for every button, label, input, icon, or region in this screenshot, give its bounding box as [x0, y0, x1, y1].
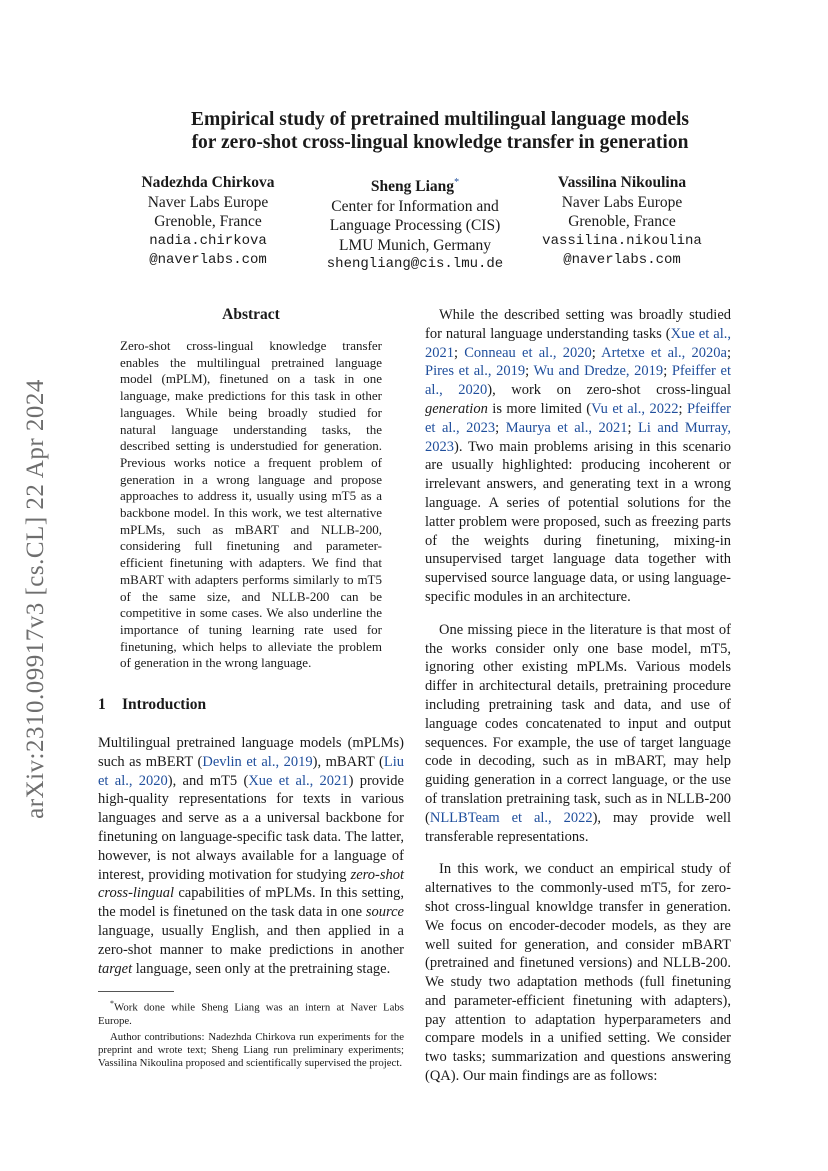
author-affiliation: Naver Labs Europe	[561, 193, 683, 211]
author-affiliation: Center for Information and	[331, 197, 499, 215]
emphasis: source	[365, 904, 404, 921]
section-heading	[98, 696, 404, 714]
citation-link[interactable]: Pires et al., 2019	[425, 363, 526, 380]
right-column	[425, 306, 731, 1086]
arxiv-stamp	[14, 348, 58, 850]
body-paragraph: In this work, we conduct an empirical study of alternatives to the commonly-used mT5, for zero-shot cross-lingual knowldge transfer in generation. We focus on encoder-decoder models, as they are well suited for generation, and consider mBART (pretrained and finetuned versions) and NLLB-200. We study two adaptation methods (full finetuning and parameter-efficient finetuning with adapters), pay attention to adaptation hyperparameters and compare models in a unified setting. We consider two tasks; summarization and questions answering (QA). Our main findings are as follows:	[425, 861, 731, 1085]
citation-link[interactable]: Li and Murray, 2023	[425, 419, 731, 455]
author-block-1	[118, 173, 298, 271]
citation-link[interactable]: Artetxe et al., 2020a	[601, 344, 727, 361]
body-paragraph	[425, 621, 731, 847]
author-affiliation: Naver Labs Europe	[147, 193, 269, 211]
abstract-heading: Abstract	[222, 306, 280, 323]
text-run: Multilingual pretrained language models (mPLMs) such as mBERT (	[98, 735, 404, 770]
text-run: ). Two main problems arising in this scenario are usually highlighted: producing incoherent or irrelevant answers, and generating text in a wrong language. A series of potential solutions for the latter problem were proposed, such as freezing parts of the weights during finetuning, mixing-in unsupervised target language data together with supervised source language data, or using language-specific modules in an architecture.	[425, 438, 731, 605]
footnote-mark: *	[110, 999, 114, 1009]
intro-paragraph	[98, 734, 404, 978]
text-run: ;	[454, 344, 465, 361]
author-email: vassilina.nikoulina	[542, 232, 702, 249]
text-run: ), work on zero-shot cross-lingual	[487, 382, 731, 399]
title-line-1: Empirical study of pretrained multilingual language models	[190, 109, 689, 130]
text-run: ;	[525, 363, 534, 380]
footnote-rule	[98, 991, 174, 992]
citation-link[interactable]: Liu et al., 2020	[98, 753, 404, 789]
author-affiliation: LMU Munich, Germany	[339, 236, 491, 254]
citation-link[interactable]: Vu et al., 2022	[591, 400, 679, 417]
citation-link[interactable]: Devlin et al., 2019	[202, 753, 313, 770]
author-footnote-mark[interactable]: *	[454, 177, 460, 188]
text-run: ), may provide well transferable representations.	[425, 809, 731, 845]
emphasis: target	[98, 960, 133, 977]
author-name: Vassilina Nikoulina	[557, 174, 687, 191]
text-run: ), and mT5 (	[167, 772, 249, 789]
citation-link[interactable]: Xue et al., 2021	[248, 772, 349, 789]
author-email: @naverlabs.com	[563, 252, 681, 268]
citation-link[interactable]: Wu and Dredze, 2019	[533, 363, 664, 380]
text-run: ;	[591, 344, 602, 361]
citation-link[interactable]: Xue et al., 2021	[425, 325, 731, 361]
paper-title	[100, 108, 780, 154]
text-run: ;	[495, 419, 506, 436]
footnote-2: Author contributions: Nadezhda Chirkova run experiments for the preprint and wrote text; Sheng Liang run preliminary experiments; Vassilina Nikoulina proposed and scientifically supervised the project.	[98, 1030, 404, 1070]
section-number: 1	[98, 696, 106, 714]
text-run: While the described setting was broadly studied for natural language understanding tasks (	[425, 307, 731, 342]
text-run: ;	[627, 419, 638, 436]
text-run: is more limited (	[487, 400, 592, 417]
author-name: Nadezhda Chirkova	[141, 174, 275, 191]
citation-link[interactable]: Pfeiffer et al., 2023	[425, 400, 732, 436]
author-email: @naverlabs.com	[149, 252, 267, 268]
citation-link[interactable]: Conneau et al., 2020	[464, 344, 592, 361]
title-line-2: for zero-shot cross-lingual knowledge transfer in generation	[191, 132, 689, 153]
citation-link[interactable]: Maurya et al., 2021	[505, 419, 628, 436]
author-name-line	[312, 173, 518, 197]
author-affiliation: Grenoble, France	[154, 213, 262, 230]
text-run: ;	[726, 344, 731, 361]
left-column	[98, 306, 404, 1071]
arxiv-stamp-text: arXiv:2310.09917v3 [cs.CL] 22 Apr 2024	[22, 379, 50, 819]
author-block-2	[312, 173, 518, 275]
citation-link[interactable]: NLLBTeam et al., 2022	[429, 809, 593, 826]
text-run: capabilities of mPLMs. In this setting, the model is finetuned on the task data in one	[98, 885, 404, 921]
body-paragraph	[425, 306, 731, 607]
text-run: language, seen only at the pretraining stage.	[132, 960, 391, 977]
author-email: shengliang@cis.lmu.de	[326, 256, 504, 273]
text-run: ) provide high-quality representations for texts in various languages and serve as a a universal backbone for finetuning on language-specific task data. The latter, however, is not always available for a language of interest, providing motivation for studying	[98, 772, 404, 883]
text-run: One missing piece in the literature is that most of the works consider only one base model, mT5, ignoring other existing mPLMs. Various models differ in architectural details, pretraining procedure including pretraining task and data, and use of language codes concatenated to input and output sequences. For example, the use of target language code in decoding, such as in mBART, may help guiding generation in a correct language, or the use of translation pretraining task, such as in NLLB-200 (	[425, 621, 731, 826]
author-affiliation: Language Processing (CIS)	[329, 217, 501, 235]
author-email: nadia.chirkova	[149, 232, 267, 249]
author-block-3	[532, 173, 712, 271]
citation-link[interactable]: Pfeiffer et al., 2020	[425, 363, 731, 399]
author-affiliation: Grenoble, France	[568, 213, 676, 230]
footnote-1	[98, 997, 404, 1028]
text-run: ), mBART (	[312, 753, 384, 770]
text-run: ;	[678, 400, 687, 417]
author-name: Sheng Liang	[370, 178, 455, 196]
emphasis: generation	[425, 400, 488, 417]
abstract-text: Zero-shot cross-lingual knowledge transfer enables the multilingual pretrained language model (mPLM), finetuned on a task in one language, make predictions for this task in other languages. While being broadly studied for natural language understanding tasks, the described setting is understudied for generation. Previous works notice a frequent problem of generation in a wrong language and propose approaches to address it, usually using mT5 as a backbone model. In this work, we test alternative mPLMs, such as mBART and NLLB-200, considering full finetuning and parameter-efficient finetuning with adapters. We find that mBART with adapters performs similarly to mT5 of the same size, and NLLB-200 can be competitive in some cases. We also underline the importance of tuning learning rate used for finetuning, which helps to alleviate the problem of generation in the wrong language.	[120, 338, 382, 671]
text-run: ;	[663, 363, 672, 380]
section-title: Introduction	[122, 696, 207, 714]
emphasis: zero-shot cross-lingual	[98, 866, 404, 902]
text-run: language, usually English, and then applied in a zero-shot manner to make predictions in another	[98, 923, 404, 958]
footnote-text: Work done while Sheng Liang was an intern at Naver Labs Europe.	[98, 1002, 404, 1028]
